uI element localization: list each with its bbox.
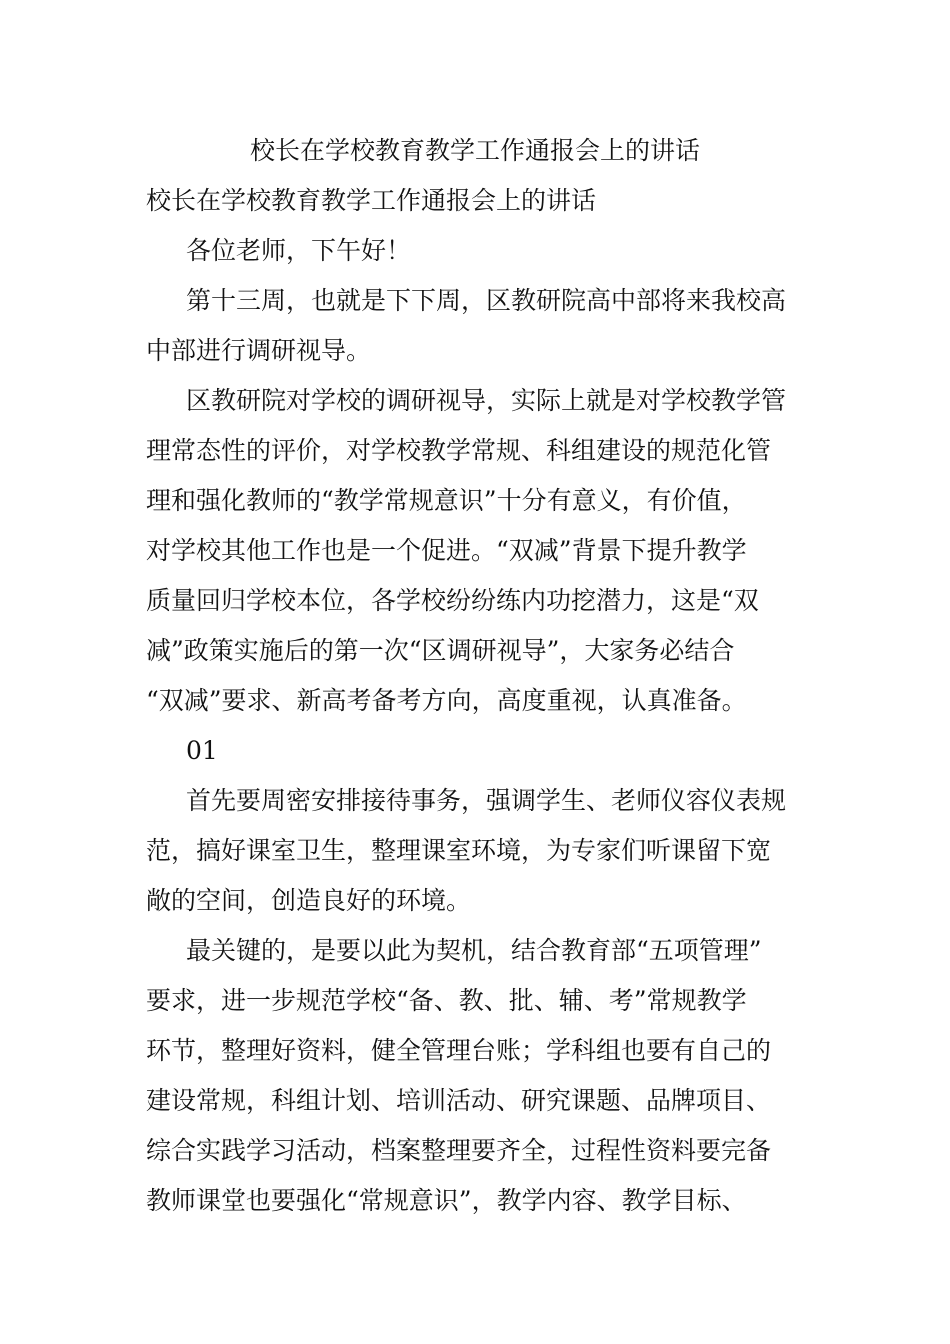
paragraph-line: 中部进行调研视导。	[146, 336, 372, 365]
paragraph-line: 质量回归学校本位，各学校纷纷练内功挖潜力，这是“双	[146, 586, 759, 615]
paragraph-line: 综合实践学习活动，档案整理要齐全，过程性资料要完备	[146, 1136, 772, 1165]
paragraph-line: 环节，整理好资料，健全管理台账；学科组也要有自己的	[146, 1036, 772, 1065]
paragraph-line: “双减”要求、新高考备考方向，高度重视，认真准备。	[146, 686, 747, 715]
document-title: 校长在学校教育教学工作通报会上的讲话	[249, 136, 700, 165]
paragraph-line: 第十三周，也就是下下周，区教研院高中部将来我校高	[186, 286, 787, 315]
paragraph-line: 要求，进一步规范学校“备、教、批、辅、考”常规教学	[146, 986, 747, 1015]
subtitle-line: 校长在学校教育教学工作通报会上的讲话	[146, 186, 597, 215]
paragraph-line: 敞的空间，创造良好的环境。	[146, 886, 472, 915]
paragraph-line: 首先要周密安排接待事务，强调学生、老师仪容仪表规	[186, 786, 787, 815]
paragraph-line: 对学校其他工作也是一个促进。“双减”背景下提升教学	[146, 536, 747, 565]
paragraph-line: 最关键的，是要以此为契机，结合教育部“五项管理”	[186, 936, 762, 965]
paragraph-line: 减”政策实施后的第一次“区调研视导”，大家务必结合	[146, 636, 735, 665]
section-number: 01	[186, 736, 218, 765]
paragraph-line: 区教研院对学校的调研视导，实际上就是对学校教学管	[186, 386, 787, 415]
paragraph-line: 理和强化教师的“教学常规意识”十分有意义，有价值，	[146, 486, 747, 515]
greeting-line: 各位老师，下午好！	[186, 236, 412, 265]
paragraph-line: 范，搞好课室卫生，整理课室环境，为专家们听课留下宽	[146, 836, 772, 865]
paragraph-line: 建设常规，科组计划、培训活动、研究课题、品牌项目、	[146, 1086, 772, 1115]
paragraph-line: 教师课堂也要强化“常规意识”，教学内容、教学目标、	[146, 1186, 747, 1215]
paragraph-line: 理常态性的评价，对学校教学常规、科组建设的规范化管	[146, 436, 772, 465]
